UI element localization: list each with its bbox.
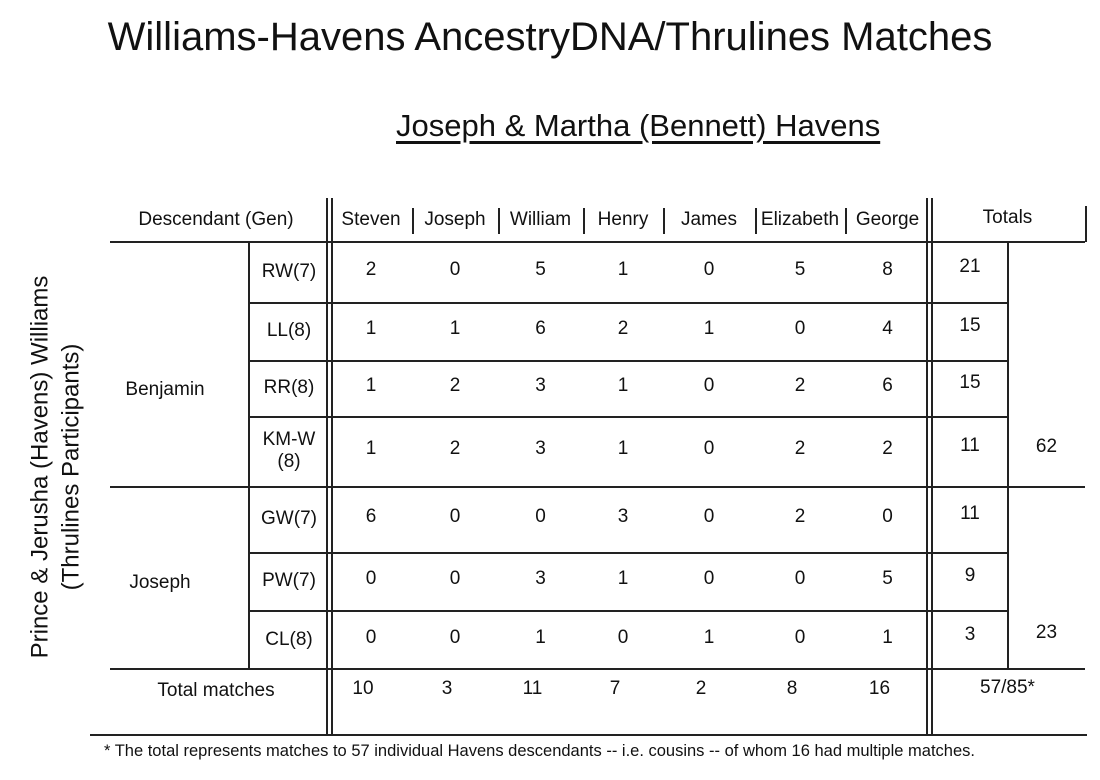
totals-header: Totals <box>982 207 1033 228</box>
column-header: Henry <box>597 209 649 230</box>
grand-total: 57/85* <box>980 677 1035 698</box>
table-cell: 1 <box>617 259 629 280</box>
row-rule <box>248 360 1008 362</box>
subtotal-divider-top <box>1007 242 1009 486</box>
row-total: 11 <box>960 435 980 456</box>
table-cell: 2 <box>794 375 806 396</box>
group-label-joseph: Joseph <box>129 572 191 593</box>
totals-header-right-edge <box>1085 206 1087 242</box>
header-col-divider <box>845 208 847 234</box>
table-cell: 0 <box>703 438 715 459</box>
row-total: 15 <box>959 315 981 336</box>
table-cell: 1 <box>703 318 715 339</box>
table-cell: 0 <box>794 568 806 589</box>
table-cell: 0 <box>449 259 461 280</box>
table-cell: 6 <box>365 506 377 527</box>
table-bottom-rule <box>90 734 1087 736</box>
table-cell: 3 <box>617 506 629 527</box>
table-cell: 0 <box>365 626 377 648</box>
header-col-divider <box>583 208 585 234</box>
table-cell: 0 <box>617 626 629 648</box>
side-label <box>10 242 100 692</box>
table-cell: 0 <box>794 318 806 339</box>
table-cell: 5 <box>882 568 893 589</box>
header-bottom-rule <box>110 241 1085 243</box>
table-cell: 2 <box>449 375 461 396</box>
total-matches-cell: 10 <box>352 678 374 699</box>
column-header: William <box>509 209 572 230</box>
double-rule-left <box>326 198 328 735</box>
row-code <box>250 377 328 399</box>
table-cell: 2 <box>449 438 461 459</box>
page-subtitle: Joseph & Martha (Bennett) Havens <box>396 108 881 143</box>
total-matches-top-rule <box>110 668 1085 670</box>
table-cell: 1 <box>365 375 377 396</box>
code-column-rule <box>248 242 250 668</box>
table-cell: 0 <box>703 375 715 396</box>
group-subtotal-joseph: 23 <box>1035 622 1058 643</box>
row-code-label: KM-W <box>262 429 316 450</box>
header-col-divider <box>663 208 665 234</box>
total-matches-cell: 16 <box>868 678 891 699</box>
table-cell: 1 <box>617 568 629 589</box>
row-code-label: RR(8) <box>263 377 315 398</box>
table-cell: 0 <box>703 259 715 280</box>
row-code-label: PW(7) <box>262 570 316 591</box>
table-cell: 0 <box>535 506 546 527</box>
table-cell: 0 <box>449 626 461 648</box>
table-cell: 0 <box>794 626 806 648</box>
row-total: 9 <box>964 565 976 586</box>
total-matches-cell: 3 <box>441 678 453 699</box>
table-cell: 2 <box>794 438 806 459</box>
table-cell: 1 <box>365 318 377 339</box>
table-cell: 5 <box>535 259 546 280</box>
table-cell: 0 <box>703 568 715 589</box>
table-cell: 2 <box>882 438 893 459</box>
table-cell: 3 <box>535 375 546 396</box>
table-cell: 6 <box>535 318 546 339</box>
header-col-divider <box>412 208 414 234</box>
total-matches-cell: 8 <box>786 678 798 699</box>
corner-label: Descendant (Gen) <box>138 209 294 230</box>
page-title: Williams-Havens AncestryDNA/Thrulines Matches <box>107 15 993 59</box>
side-label-line1: Prince & Jerusha (Havens) Williams <box>26 275 53 659</box>
row-rule <box>248 416 1008 418</box>
total-matches-label: Total matches <box>157 680 275 701</box>
column-header: James <box>681 209 737 230</box>
totals-rule-left <box>926 198 928 735</box>
table-cell: 0 <box>365 568 377 589</box>
row-total: 3 <box>964 623 976 645</box>
table-cell: 1 <box>449 318 461 339</box>
row-rule <box>248 552 1008 554</box>
totals-rule-right <box>931 198 933 735</box>
row-code <box>250 508 328 530</box>
table-cell: 0 <box>449 568 461 589</box>
row-code <box>250 570 328 592</box>
table-cell: 4 <box>882 318 893 339</box>
row-code-gen: (8) <box>277 451 301 472</box>
row-total: 11 <box>960 503 980 524</box>
row-total: 21 <box>959 256 981 277</box>
header-col-divider <box>498 208 500 234</box>
group-subtotal-benjamin: 62 <box>1035 436 1058 457</box>
table-cell: 3 <box>535 568 546 589</box>
table-cell: 2 <box>365 259 377 280</box>
table-cell: 1 <box>365 438 377 459</box>
header-col-divider <box>755 208 757 234</box>
column-header: Elizabeth <box>760 209 840 230</box>
table-cell: 1 <box>882 626 893 648</box>
row-rule <box>248 610 1008 612</box>
table-cell: 6 <box>882 375 893 396</box>
row-code-label: RW(7) <box>261 261 317 282</box>
table-cell: 2 <box>617 318 629 339</box>
row-code <box>250 429 328 473</box>
column-header: George <box>855 209 920 230</box>
total-matches-cell: 7 <box>609 678 621 699</box>
group-label-benjamin: Benjamin <box>125 379 205 400</box>
total-matches-cell: 11 <box>522 678 543 699</box>
subtotal-divider-bottom <box>1007 486 1009 668</box>
table-cell: 0 <box>449 506 461 527</box>
side-label-line2: (Thrulines Participants) <box>57 343 84 591</box>
table-cell: 1 <box>535 626 546 648</box>
table-cell: 1 <box>617 375 629 396</box>
row-code <box>250 629 328 651</box>
table-cell: 1 <box>617 438 629 459</box>
table-cell: 0 <box>703 506 715 527</box>
total-matches-cell: 2 <box>695 678 707 699</box>
table-cell: 8 <box>882 259 893 280</box>
table-cell: 0 <box>882 506 893 527</box>
table-cell: 1 <box>703 626 715 648</box>
row-code-label: LL(8) <box>266 320 312 341</box>
row-code <box>250 320 328 342</box>
column-header: Joseph <box>424 209 486 230</box>
row-code-label: CL(8) <box>265 628 313 650</box>
row-code-label: GW(7) <box>261 508 317 529</box>
group-rule <box>110 486 1085 488</box>
row-total: 15 <box>959 372 981 393</box>
table-cell: 5 <box>794 259 806 280</box>
column-header: Steven <box>341 209 401 230</box>
row-code <box>250 261 328 283</box>
table-cell: 2 <box>794 506 806 527</box>
table-cell: 3 <box>535 438 546 459</box>
row-rule <box>248 302 1008 304</box>
footnote: * The total represents matches to 57 individual Havens descendants -- i.e. cousins -- of whom 16 had multiple matches. <box>104 742 975 760</box>
double-rule-right <box>331 198 333 735</box>
